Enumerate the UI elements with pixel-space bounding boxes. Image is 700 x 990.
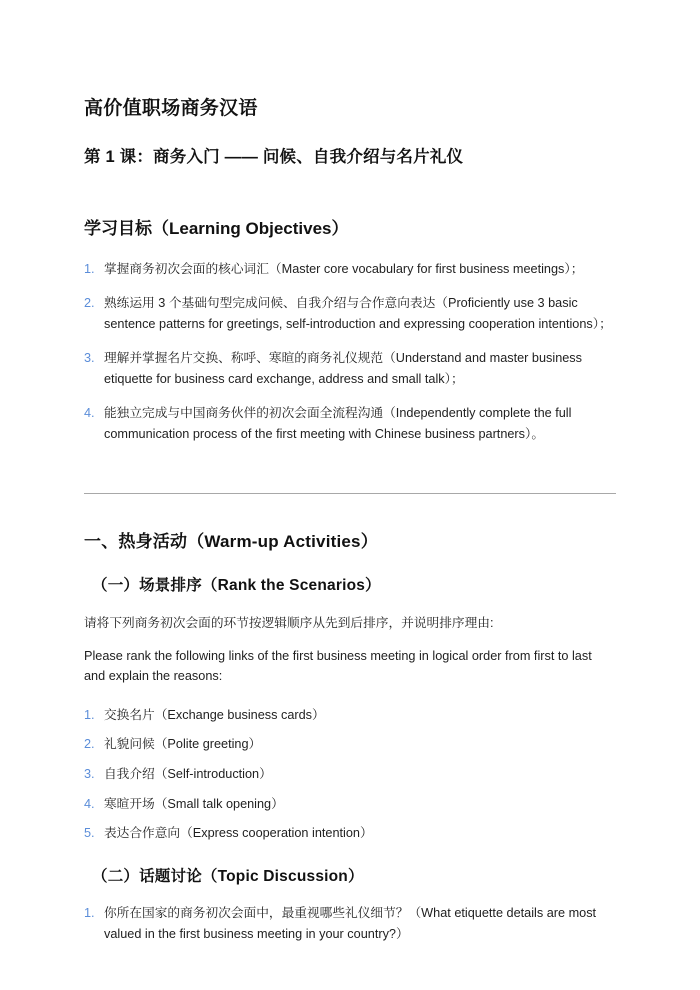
list-item [84, 403, 616, 444]
warmup-heading: 一、热身活动（Warm-up Activities） [84, 531, 378, 551]
list-marker: 4. [84, 796, 95, 811]
list-item [84, 794, 616, 815]
topic-discussion-list [84, 903, 616, 944]
list-marker: 2. [84, 737, 95, 752]
list-item [84, 705, 616, 726]
list-item-text: 表达合作意向（Express cooperation intention） [104, 826, 373, 841]
learning-objectives-list [84, 259, 616, 445]
document-subtitle: 第 1 课：商务入门 —— 问候、自我介绍与名片礼仪 [84, 147, 464, 166]
list-item-text: 寒暄开场（Small talk opening） [104, 796, 284, 811]
rank-instruction-cn: 请将下列商务初次会面的环节按逻辑顺序从先到后排序，并说明排序理由: [84, 616, 494, 631]
list-item [84, 734, 616, 755]
list-marker: 3. [84, 351, 95, 366]
section-divider [84, 493, 616, 494]
list-marker: 1. [84, 707, 95, 722]
list-item-text: 礼貌问候（Polite greeting） [104, 737, 262, 752]
list-item [84, 764, 616, 785]
document-title: 高价值职场商务汉语 [84, 98, 258, 119]
list-item [84, 823, 616, 844]
list-marker: 3. [84, 766, 95, 781]
list-item [84, 259, 616, 280]
list-item [84, 348, 616, 389]
topic-discussion-heading: （二）话题讨论（Topic Discussion） [92, 867, 364, 885]
rank-instruction-en: Please rank the following links of the first business meeting in logical order from first to last and explain the reasons: [84, 648, 592, 684]
spacer [84, 459, 616, 493]
list-item-text: 理解并掌握名片交换、称呼、寒暄的商务礼仪规范（Understand and master business etiquette for business card exchange, address and small talk）； [104, 351, 582, 386]
list-marker: 1. [84, 261, 95, 276]
list-marker: 2. [84, 296, 95, 311]
list-item [84, 903, 616, 944]
list-marker: 4. [84, 406, 95, 421]
list-marker: 1. [84, 906, 95, 921]
spacer [84, 844, 616, 866]
list-item-text: 熟练运用 3 个基础句型完成问候、自我介绍与合作意向表达（Proficiently use 3 basic sentence patterns for greetings, self-introduction and expressing cooperation intentions）； [104, 296, 612, 331]
list-item [84, 293, 616, 334]
list-item-text: 自我介绍（Self-introduction） [104, 766, 272, 781]
list-item-text: 你所在国家的商务初次会面中，最重视哪些礼仪细节？（What etiquette details are most valued in the first business meeting in your country?） [104, 906, 597, 941]
list-item-text: 能独立完成与中国商务伙伴的初次会面全流程沟通（Independently complete the full communication process of the first meeting with Chinese business partners）。 [104, 406, 572, 441]
rank-scenarios-list [84, 705, 616, 844]
list-item-text: 掌握商务初次会面的核心词汇（Master core vocabulary for first business meetings）； [104, 261, 584, 276]
learning-objectives-heading: 学习目标（Learning Objectives） [84, 218, 349, 238]
list-item-text: 交换名片（Exchange business cards） [104, 707, 325, 722]
list-marker: 5. [84, 826, 95, 841]
rank-scenarios-heading: （一）场景排序（Rank the Scenarios） [92, 577, 381, 595]
